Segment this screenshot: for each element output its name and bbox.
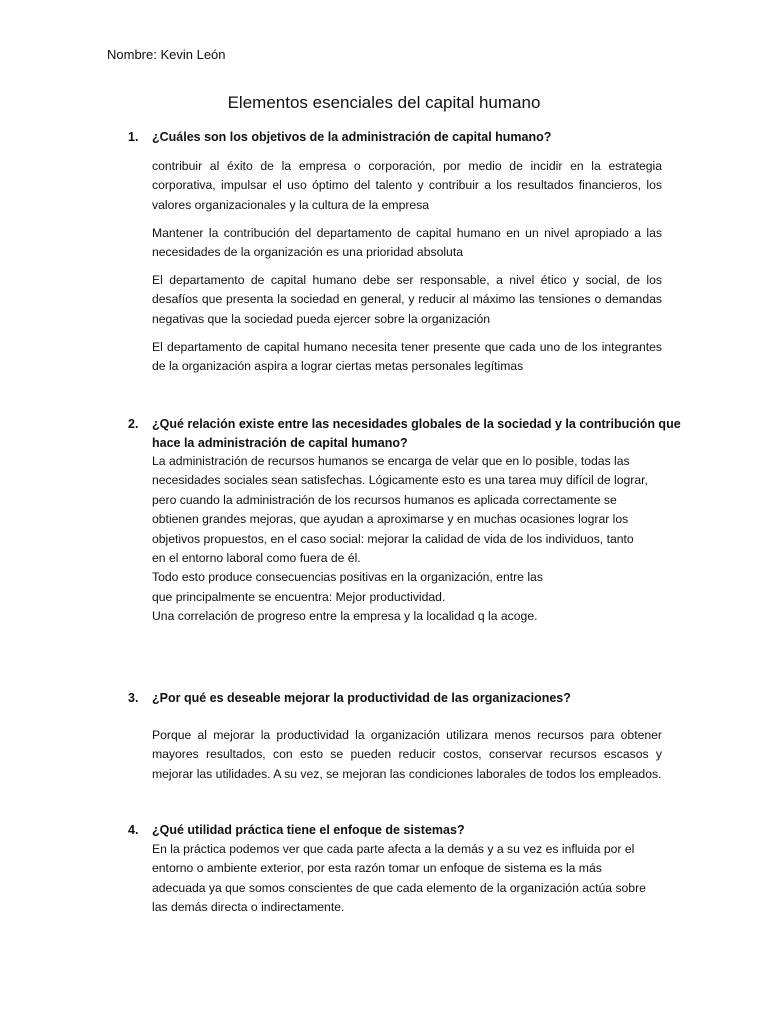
answer-paragraph: El departamento de capital humano debe ser responsable, a nivel ético y social, de los desafíos que presenta la sociedad en general, y reducir al máximo las tensiones o demandas negativas que la sociedad pueda ejercer sobre la organización xyxy=(152,273,662,326)
question-2 xyxy=(128,415,681,453)
answer-block xyxy=(152,840,672,918)
answer-line: La administración de recursos humanos se encarga de velar que en lo posible, todas las xyxy=(152,454,630,468)
question-1 xyxy=(128,128,668,147)
question-3 xyxy=(128,689,668,708)
answer-block xyxy=(152,452,672,627)
question-text: ¿Por qué es deseable mejorar la productividad de las organizaciones? xyxy=(152,691,571,705)
question-line: ¿Qué relación existe entre las necesidades globales de la sociedad y la contribución que xyxy=(152,417,681,431)
question-text: ¿Qué utilidad práctica tiene el enfoque de sistemas? xyxy=(152,823,465,837)
answer-paragraph: Mantener la contribución del departamento de capital humano en un nivel apropiado a las necesidades de la organización es una prioridad absoluta xyxy=(152,226,662,260)
answer-line: adecuada ya que somos conscientes de que cada elemento de la organización actúa sobre xyxy=(152,880,646,895)
question-4 xyxy=(128,821,668,840)
answer-line: pero cuando la administración de los recursos humanos es aplicada correctamente se xyxy=(152,492,617,507)
answer-line: obtienen grandes mejoras, que ayudan a aproximarse y en muchas ocasiones lograr los xyxy=(152,512,629,527)
document-title: Elementos esenciales del capital humano xyxy=(227,93,541,112)
question-text: ¿Cuáles son los objetivos de la administración de capital humano? xyxy=(152,130,552,144)
answer-line: en el entorno laboral como fuera de él. xyxy=(152,551,361,566)
answer-line: que principalmente se encuentra: Mejor productividad. xyxy=(152,589,446,604)
answer-line: Una correlación de progreso entre la empresa y la localidad q la acoge. xyxy=(152,609,538,624)
answer-paragraph: El departamento de capital humano necesita tener presente que cada uno de los integrantes de la organización aspira a lograr ciertas metas personales legítimas xyxy=(152,340,662,374)
answer-line: Todo esto produce consecuencias positivas en la organización, entre las xyxy=(152,570,543,585)
answer-line: objetivos propuestos, en el caso social: mejorar la calidad de vida de los individuos, tanto xyxy=(152,531,634,546)
answer-line: necesidades sociales sean satisfechas. Lógicamente esto es una tarea muy difícil de lograr, xyxy=(152,473,648,488)
answer-paragraph: contribuir al éxito de la empresa o corporación, por medio de incidir en la estrategia corporativa, impulsar el uso óptimo del talento y contribuir a los resultados financieros, los valores organizacionales y la cultura de la empresa xyxy=(152,159,662,212)
question-text xyxy=(152,415,681,453)
question-line: hace la administración de capital humano? xyxy=(152,436,408,450)
question-number: 3. xyxy=(128,691,139,705)
answer-line: las demás directa o indirectamente. xyxy=(152,900,345,915)
question-number: 4. xyxy=(128,823,139,837)
answer-line: En la práctica podemos ver que cada parte afecta a la demás y a su vez es influida por el xyxy=(152,842,635,856)
question-number: 1. xyxy=(128,130,139,144)
question-number: 2. xyxy=(128,417,139,431)
answer-paragraph: Porque al mejorar la productividad la organización utilizara menos recursos para obtener mayores resultados, con esto se pueden reducir costos, conservar recursos escasos y mejorar las utilidades. A su vez, se mejoran las condiciones laborales de todos los empleados. xyxy=(152,728,662,781)
author-name: Nombre: Kevin León xyxy=(107,47,226,62)
answer-line: entorno o ambiente exterior, por esta razón tomar un enfoque de sistema es la más xyxy=(152,861,602,876)
